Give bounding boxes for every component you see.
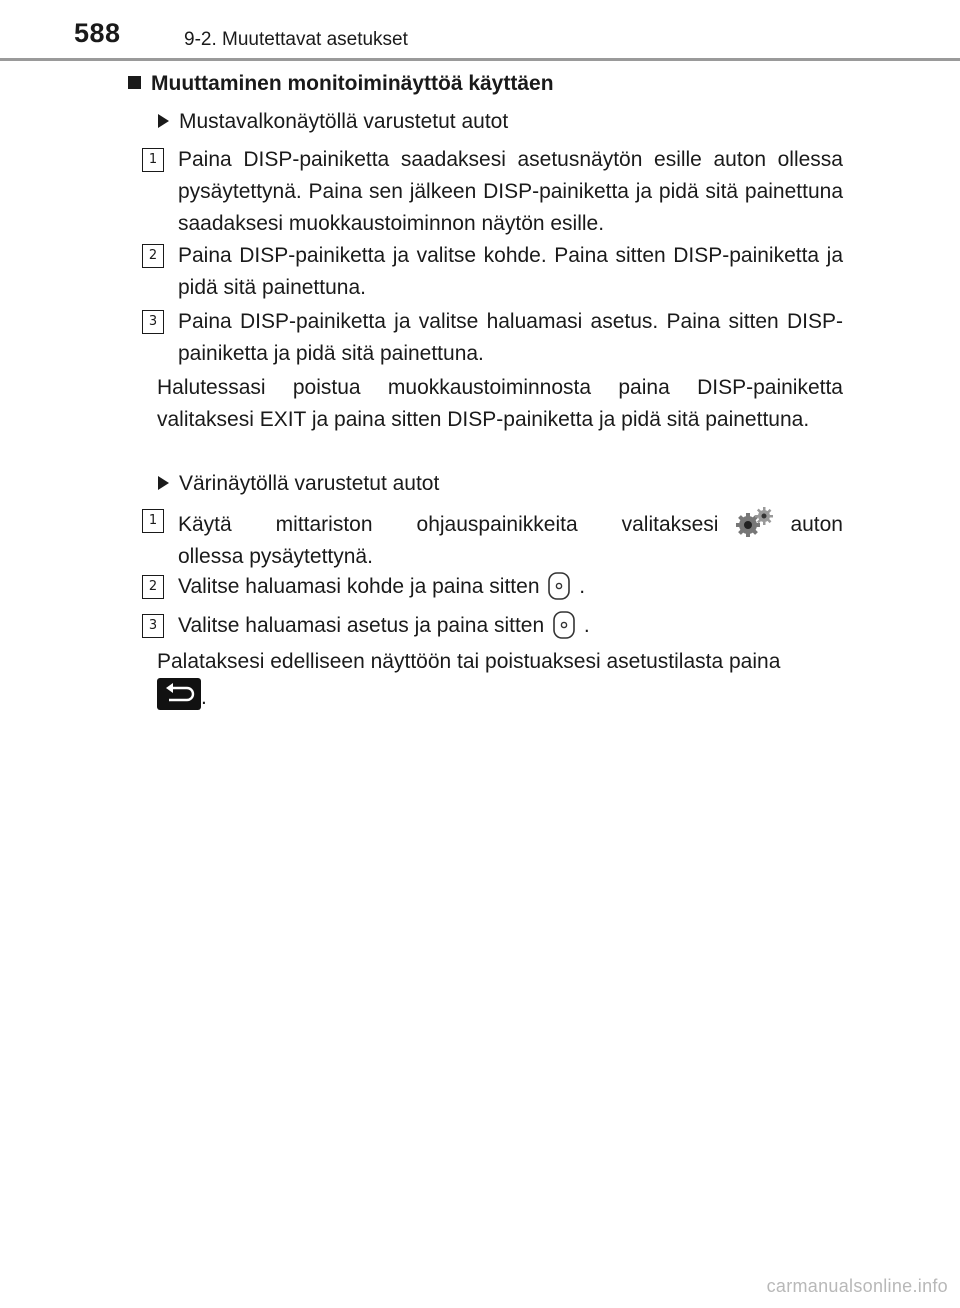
step-bw-2 [142, 240, 843, 304]
step-text: Valitse haluamasi asetus ja paina sitten . [178, 610, 843, 642]
note-bw: Halutessasi poistua muokkaustoiminnosta paina DISP-painiketta valitaksesi EXIT ja paina sitten DISP-painiketta ja pidä sitä painettuna. [157, 376, 843, 431]
note-color: Palataksesi edelliseen näyttöön tai poistuaksesi asetustilasta paina . [157, 650, 781, 709]
step-text: Valitse haluamasi kohde ja paina sitten . [178, 571, 843, 603]
step-text: Paina DISP-painiketta saadaksesi asetusnäytön esille auton ollessa pysäytettynä. Paina sen jälkeen DISP-painiketta ja pidä sitä painettuna saadaksesi muokkaustoiminnon näytön esille. [178, 148, 843, 235]
triangle-bullet-icon [158, 476, 169, 490]
step-color-3 [142, 610, 843, 642]
watermark: carmanualsonline.info [766, 1276, 948, 1296]
subheading-bw-text: Mustavalkonäytöllä varustetut autot [179, 110, 509, 133]
step-number: 1 [142, 509, 164, 533]
page-number: 588 [74, 18, 121, 48]
square-bullet-icon [128, 76, 141, 89]
step-color-1 [142, 505, 843, 569]
triangle-bullet-icon [158, 114, 169, 128]
ok-button-icon [545, 571, 573, 601]
subheading-bw [158, 110, 508, 134]
step-text: Käytä mittariston ohjauspainikkeita valitaksesi auton ollessa pysäytettynä. [178, 505, 843, 573]
step-bw-3 [142, 306, 843, 370]
step-number: 3 [142, 310, 164, 334]
step-number: 3 [142, 614, 164, 638]
step-number: 1 [142, 148, 164, 172]
subheading-color [158, 472, 439, 496]
ok-button-icon [550, 610, 578, 640]
section-heading [128, 72, 554, 96]
gear-icon [732, 505, 776, 541]
step-number: 2 [142, 244, 164, 268]
section-title: 9-2. Muutettavat asetukset [184, 29, 408, 50]
step-color-2 [142, 571, 843, 603]
header-divider [0, 58, 960, 61]
step-number: 2 [142, 575, 164, 599]
step-text: Paina DISP-painiketta ja valitse kohde. Paina sitten DISP-painiketta ja pidä sitä painettuna. [178, 244, 843, 299]
subheading-color-text: Värinäytöllä varustetut autot [179, 472, 440, 495]
back-arrow-icon [157, 678, 201, 710]
step-bw-1 [142, 144, 843, 240]
section-heading-text: Muuttaminen monitoiminäyttöä käyttäen [151, 72, 554, 95]
step-text: Paina DISP-painiketta ja valitse haluamasi asetus. Paina sitten DISP-painiketta ja pidä sitä painettuna. [178, 310, 843, 365]
